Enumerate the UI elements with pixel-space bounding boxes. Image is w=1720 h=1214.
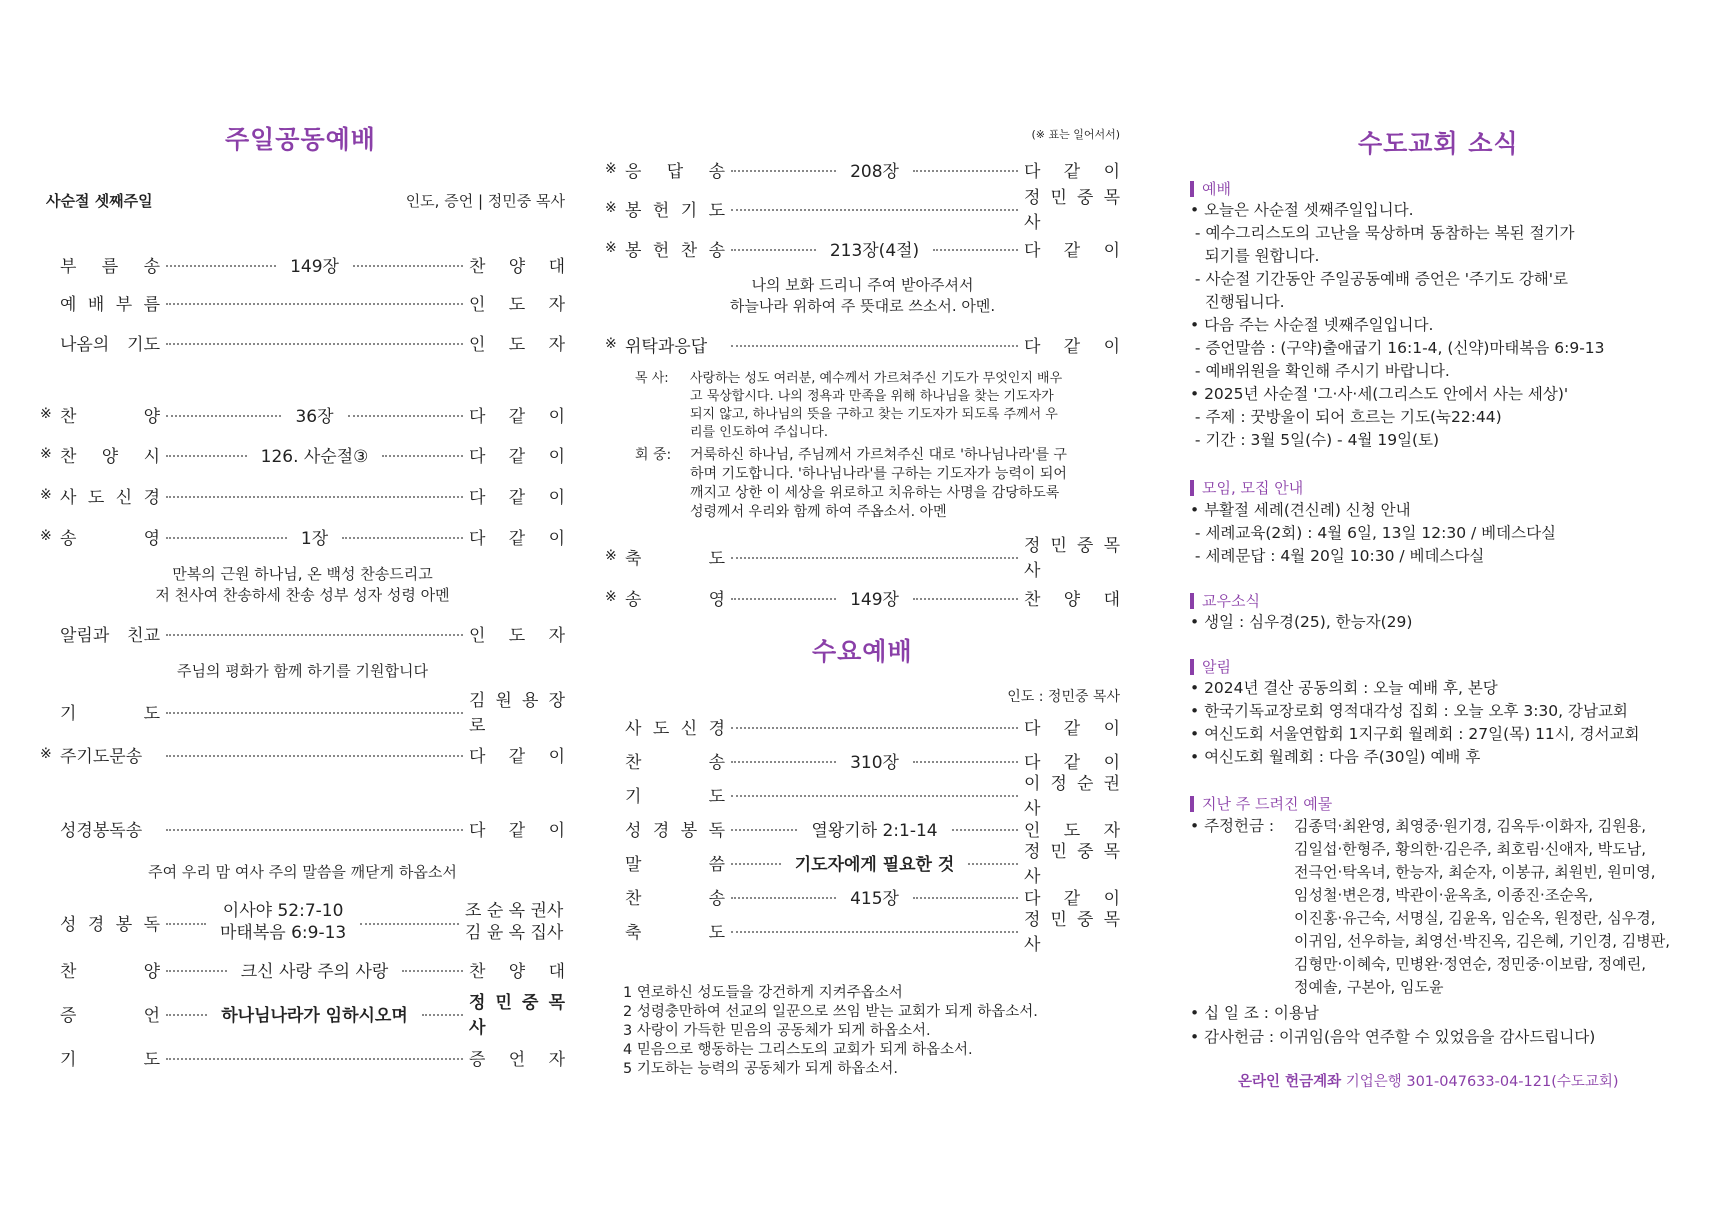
- order-item: ※ 송 영 149장 찬 양 대: [605, 583, 1120, 611]
- thanks-offering: • 감사헌금 : 이귀임(음악 연주할 수 있었음을 감사드립니다): [1190, 1028, 1596, 1046]
- lent-sunday-label: 사순절 셋째주일: [46, 192, 153, 210]
- pastor-prayer: 사랑하는 성도 여러분, 예수께서 가르쳐주신 기도가 무엇인지 배우 고 묵상합시다. 나의 정욕과 만족을 위해 하나님을 찾는 기도자가 되지 않고, 하나님의 뜻을 구하고 찾는 기도자가 되도록 주께서 우 리를 인도하여 주십니다.: [690, 371, 1063, 440]
- account-label: 온라인 헌금계좌: [1238, 1074, 1342, 1090]
- section-worship: 예배: [1190, 181, 1231, 197]
- order-item: ※ 축 도 정 민 중 목사: [605, 536, 1120, 581]
- order-item: ※ 사 도 신 경 다 같 이: [40, 487, 565, 508]
- wednesday-leader: 인도 : 정민중 목사: [1007, 689, 1120, 705]
- congregation-label: 회 중:: [635, 447, 672, 463]
- order-item: 기 도 이 정 순 권사: [625, 774, 1120, 819]
- main-worship-title: 주일공동예배: [225, 125, 376, 154]
- order-item: 찬 양 크신 사랑 주의 사랑 찬 양 대: [40, 955, 565, 983]
- order-item: ※ 찬 양 36장 다 같 이: [40, 400, 565, 428]
- order-item: ※ 봉 헌 기 도 정 민 중 목사: [605, 188, 1120, 233]
- leader-info: 인도, 증언 | 정민중 목사: [405, 192, 565, 210]
- order-item: 부 름 송 149장 찬 양 대: [40, 250, 565, 278]
- offering-lyrics-line2: 하늘나라 위하여 주 뜻대로 쓰소서. 아멘.: [729, 297, 996, 315]
- order-item: 말 씀 기도자에게 필요한 것 정 민 중 목사: [625, 842, 1121, 887]
- pastor-label: 목 사:: [635, 371, 669, 386]
- notice-news: • 2024년 결산 공동의회 : 오늘 예배 후, 본당 • 한국기독교장로회 영적대각성 집회 : 오늘 오후 3:30, 강남교회 • 여신도회 서울연합회 1지구회 월례회 : 27일(목) 11시, 경서교회 • 여신도회 월례회 : 다음 주(30일) 예배 후: [1190, 679, 1640, 766]
- order-item: 찬 송 415장 다 같 이: [605, 882, 1120, 910]
- offering-label: • 주정헌금 :: [1190, 817, 1275, 835]
- order-item: ※ 봉 헌 찬 송 213장(4절) 다 같 이: [605, 234, 1120, 262]
- order-item: 성 경 봉 독 열왕기하 2:1-14 인 도 자: [605, 814, 1120, 842]
- section-offering: 지난 주 드려진 예물: [1190, 796, 1332, 812]
- order-item: 성경봉독송 다 같 이: [60, 820, 565, 841]
- congregation-prayer: 거룩하신 하나님, 주님께서 가르쳐주신 대로 '하나님나라'를 구 하며 기도합니다. '하나님나라'를 구하는 기도자가 능력이 되어 깨지고 상한 이 세상을 위로하고 치유하는 사명을 감당하도록 성령께서 우리와 함께 하여 주옵소서. 아멘: [690, 447, 1067, 520]
- order-item: 증 언 하나님나라가 임하시오며 정 민 중 목사: [60, 993, 565, 1038]
- section-meeting: 모임, 모집 안내: [1190, 480, 1303, 496]
- offering-names: 김종덕·최완영, 최영중·원기경, 김옥두·이화자, 김원용, 김일섭·한형주, 황의한·김은주, 최호림·신애자, 박도남, 전극언·탁옥녀, 한능자, 최순자, 이봉규, 최원빈, 원미영, 임성철·변은경, 박관이·윤옥초, 이종진·조순옥, 이진홍·유근숙, 서명실, 김윤옥, 임순옥, 원정란, 심우경, 이귀임, 선우하늘, 최영선·박진옥, 김은혜, 기인경, 김병판, 김형만·이혜숙, 민병완·정연순, 정민중·이보람, 정예린, 정예솔, 구본아, 임도윤: [1294, 817, 1670, 996]
- member-news: • 생일 : 심우경(25), 한능자(29): [1190, 613, 1413, 631]
- online-account: [1238, 1071, 1619, 1094]
- section-notice: 알림: [1190, 659, 1231, 675]
- order-item: 예 배 부 름 인 도 자: [60, 294, 565, 315]
- order-item: 알림과 친교 인 도 자: [60, 625, 565, 646]
- order-item: 기 도 증 언 자: [60, 1049, 565, 1070]
- order-item: 나옴의 기도 인 도 자: [60, 334, 565, 355]
- section-members: 교우소식: [1190, 593, 1260, 609]
- word-prayer: 주여 우리 맘 여사 주의 말씀을 깨닫게 하옵소서: [148, 863, 457, 881]
- tithe: • 십 일 조 : 이용남: [1190, 1004, 1319, 1022]
- prayer-topics: 1 연로하신 성도들을 강건하게 지켜주옵소서 2 성령충만하여 선교의 일꾼으로 쓰임 받는 교회가 되게 하옵소서. 3 사랑이 가득한 믿음의 공동체가 되게 하옵소서. 4 믿음으로 행동하는 그리스도의 교회가 되게 하옵소서. 5 기도하는 능력의 공동체가 되게 하옵소서.: [623, 985, 1038, 1077]
- order-item: ※ 송 영 1장 다 같 이: [40, 522, 565, 550]
- account-number: 기업은행 301-047633-04-121(수도교회): [1345, 1074, 1619, 1090]
- meeting-news: • 부활절 세례(견신례) 신청 안내 - 세례교육(2회) : 4월 6일, 13일 12:30 / 베데스다실 - 세례문답 : 4월 20일 10:30 / 베데스다실: [1190, 501, 1557, 565]
- worship-news: • 오늘은 사순절 셋째주일입니다. - 예수그리스도의 고난을 묵상하며 동참하는 복된 절기가 되기를 원합니다. - 사순절 기간동안 주일공동예배 증언은 '주기도 강해'로 진행됩니다. • 다음 주는 사순절 넷째주일입니다. - 증언말씀 : (구약)출애굽기 16:1-4, (신약)마태복음 6:9-13 - 예배위원을 확인해 주시기 바랍니다. • 2025년 사순절 '그·사·세(그리스도 안에서 사는 세상)' - 주제 : 꿋방울이 되어 흐르는 기도(눅22:44) - 기간 : 3월 5일(수) - 4월 19일(토): [1190, 201, 1605, 449]
- wednesday-worship-title: 수요예배: [812, 637, 913, 666]
- doxology-lyrics-line1: 만복의 근원 하나님, 온 백성 찬송드리고: [172, 565, 433, 583]
- order-item: 사 도 신 경 다 같 이: [625, 718, 1120, 739]
- peace-greeting: 주님의 평화가 함께 하기를 기원합니다: [177, 662, 428, 680]
- order-item: ※ 주기도문송 다 같 이: [40, 746, 565, 767]
- order-item: ※ 찬 양 시 126. 사순절③ 다 같 이: [40, 440, 565, 468]
- order-item: ※ 응 답 송 208장 다 같 이: [605, 155, 1120, 183]
- order-item: 찬 송 310장 다 같 이: [605, 746, 1120, 774]
- church-news-title: 수도교회 소식: [1358, 129, 1519, 158]
- order-item: ※ 위탁과응답 다 같 이: [605, 336, 1120, 357]
- order-item: 기 도 김 원 용 장로: [60, 691, 565, 736]
- standing-note: (※ 표는 일어서서): [1031, 128, 1120, 141]
- offering-lyrics-line1: 나의 보화 드리니 주여 받아주셔서: [751, 276, 974, 294]
- scripture-reading: 성 경 봉 독 이사야 52:7-10 마태복음 6:9-13 조 순 옥 권사 김 윤 옥 집사: [60, 901, 564, 943]
- doxology-lyrics-line2: 저 천사여 찬송하세 찬송 성부 성자 성령 아멘: [155, 586, 450, 604]
- order-item: 축 도 정 민 중 목사: [625, 910, 1120, 955]
